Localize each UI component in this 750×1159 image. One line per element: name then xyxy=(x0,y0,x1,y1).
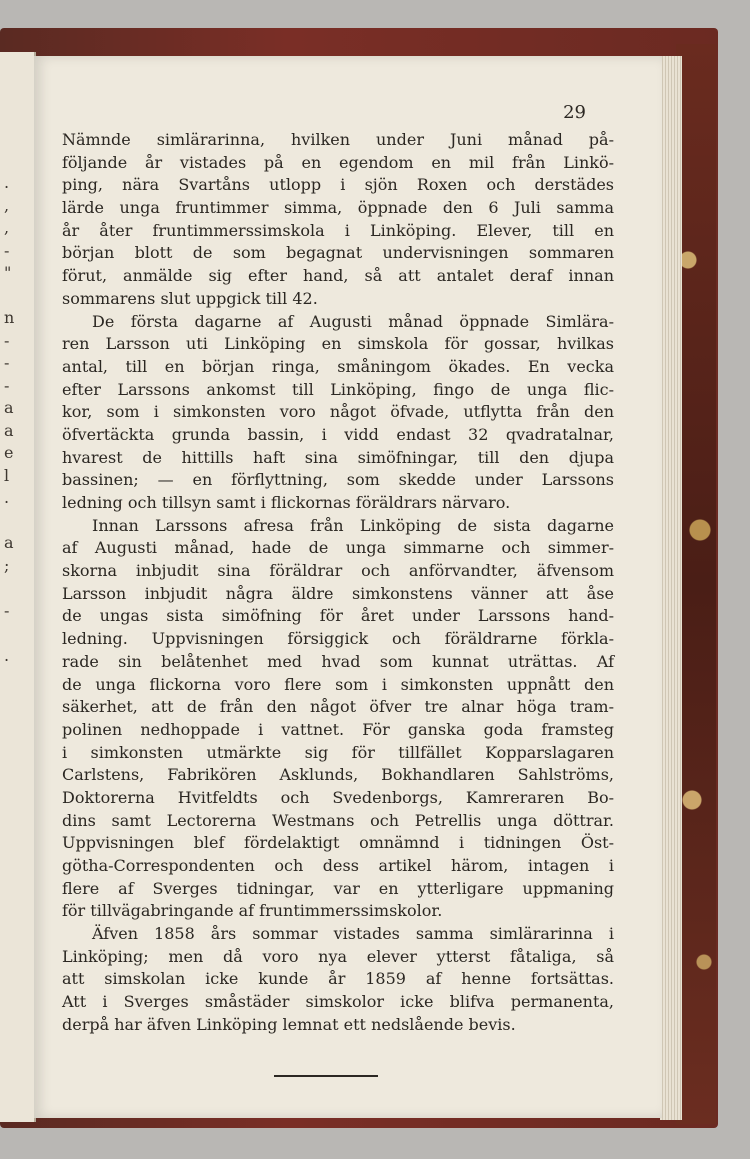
left-page-fragment: . xyxy=(4,645,10,665)
left-page-fragment xyxy=(4,285,28,308)
text-line: Uppvisningen blef fördelaktigt omnämnd i tidningen Öst- xyxy=(62,833,614,853)
left-page-fragment xyxy=(4,622,28,645)
page-number: 29 xyxy=(563,102,586,123)
text-line: början blott de som begagnat undervisningen sommaren xyxy=(62,243,614,263)
left-page-fragment: , xyxy=(4,218,10,237)
text-line: de unga flickorna voro flere som i simkonsten uppnått den xyxy=(62,674,614,694)
left-page-fragment xyxy=(4,510,28,533)
text-line: ledning och tillsyn samt i flickornas föräldrars närvaro. xyxy=(62,493,511,512)
left-page-fragment: e xyxy=(4,443,14,462)
book-page xyxy=(34,56,662,1118)
text-line: dins samt Lectorerna Westmans och Petrellis unga döttrar. xyxy=(62,810,614,830)
left-page-fragment: - xyxy=(4,330,10,350)
left-page-fragment xyxy=(4,712,28,735)
text-line: säkerhet, att de från den något öfver tre alnar höga tram- xyxy=(62,697,614,717)
text-line: att simskolan icke kunde år 1859 af henne fortsättas. xyxy=(62,969,614,989)
text-line: Att i Sverges småstäder simskolor icke blifva permanenta, xyxy=(62,992,614,1012)
left-page-fragment: n xyxy=(4,308,15,327)
page-body-text xyxy=(62,129,614,1037)
text-line: år åter fruntimmerssimskola i Linköping. Elever, till en xyxy=(62,220,614,240)
text-line: förut, anmälde sig efter hand, så att antalet deraf innan xyxy=(62,266,614,286)
text-line: hvarest de hittills haft sina simöfningar, till den djupa xyxy=(62,447,614,467)
left-page-fragment: - xyxy=(4,353,10,372)
text-line: sommarens slut uppgick till 42. xyxy=(62,288,318,308)
text-line: kor, som i simkonsten voro något öfvade, utflytta från den xyxy=(62,402,614,422)
text-line: rade sin belåtenhet med hvad som kunnat uträttas. Af xyxy=(62,651,614,671)
text-line: Larsson inbjudit några äldre simkonstens vänner att åse xyxy=(62,583,614,603)
left-page-text-fragments xyxy=(4,172,28,802)
left-page-fragment: l xyxy=(4,465,10,485)
left-page-edge xyxy=(0,52,36,1122)
bleed-through-text xyxy=(70,1068,590,1088)
text-line: ren Larsson uti Linköping en simskola för gossar, hvilkas xyxy=(62,334,614,354)
left-page-fragment: . xyxy=(4,173,10,192)
page-edges xyxy=(660,56,682,1120)
left-page-fragment xyxy=(4,577,28,600)
section-rule xyxy=(274,1075,378,1077)
text-line: Linköping; men då voro nya elever ytterst fåtaliga, så xyxy=(62,946,614,966)
left-page-fragment: a xyxy=(4,533,14,552)
text-line: De första dagarne af Augusti månad öppnade Simlära- xyxy=(92,311,614,331)
left-page-fragment: - xyxy=(4,375,10,395)
left-page-fragment xyxy=(4,757,28,780)
text-line: de ungas sista simöfning för året under Larssons hand- xyxy=(62,606,614,626)
text-line: polinen nedhoppade i vattnet. För ganska goda framsteg xyxy=(62,719,614,739)
marbled-edge xyxy=(676,44,716,1124)
text-line: ledning. Uppvisningen försiggick och föräldrarne förkla- xyxy=(62,629,614,649)
left-page-fragment xyxy=(4,667,28,690)
text-line: följande år vistades på en egendom en mil från Linkö- xyxy=(62,152,614,172)
text-line: öfvertäckta grunda bassin, i vidd endast 32 qvadratalnar, xyxy=(62,424,614,444)
text-line: ping, nära Svartåns utlopp i sjön Roxen och derstädes xyxy=(62,175,614,195)
left-page-fragment: . xyxy=(4,488,10,507)
text-line: i simkonsten utmärkte sig för tillfället Kopparslagaren xyxy=(62,742,614,762)
text-line: lärde unga fruntimmer simma, öppnade den 6 Juli samma xyxy=(62,198,614,218)
text-line: derpå har äfven Linköping lemnat ett nedslående bevis. xyxy=(62,1014,516,1034)
left-page-fragment: ; xyxy=(4,555,10,575)
text-line: Äfven 1858 års sommar vistades samma simlärarinna i xyxy=(92,924,614,944)
text-line: efter Larssons ankomst till Linköping, fingo de unga flic- xyxy=(62,379,614,399)
left-page-fragment: - xyxy=(4,600,10,620)
text-line: Nämnde simlärarinna, hvilken under Juni månad på- xyxy=(62,130,614,149)
text-line: af Augusti månad, hade de unga simmarne och simmer- xyxy=(62,538,614,558)
left-page-fragment xyxy=(4,735,28,758)
text-line: antal, till en början ringa, småningom ökades. En vecka xyxy=(62,356,614,376)
text-line: Carlstens, Fabrikören Asklunds, Bokhandlaren Sahlströms, xyxy=(62,765,614,785)
left-page-fragment: , xyxy=(4,195,10,215)
text-line: Innan Larssons afresa från Linköping de sista dagarne xyxy=(92,515,614,535)
left-page-fragment: a xyxy=(4,398,14,417)
text-line: Doktorerna Hvitfeldts och Svedenborgs, Kamreraren Bo- xyxy=(62,787,614,807)
text-line: flere af Sverges tidningar, var en ytterligare uppmaning xyxy=(62,878,614,898)
left-page-fragment: - xyxy=(4,240,10,260)
text-line: bassinen; — en förflyttning, som skedde under Larssons xyxy=(62,470,614,490)
text-line: skorna inbjudit sina föräldrar och anförvandter, äfvensom xyxy=(62,561,614,581)
left-page-fragment: a xyxy=(4,420,14,440)
text-line: götha-Correspondenten och dess artikel härom, intagen i xyxy=(62,856,614,875)
left-page-fragment xyxy=(4,690,28,713)
left-page-fragment: " xyxy=(4,263,12,282)
text-line: för tillvägabringande af fruntimmerssimskolor. xyxy=(62,901,443,921)
left-page-fragment xyxy=(4,780,28,803)
